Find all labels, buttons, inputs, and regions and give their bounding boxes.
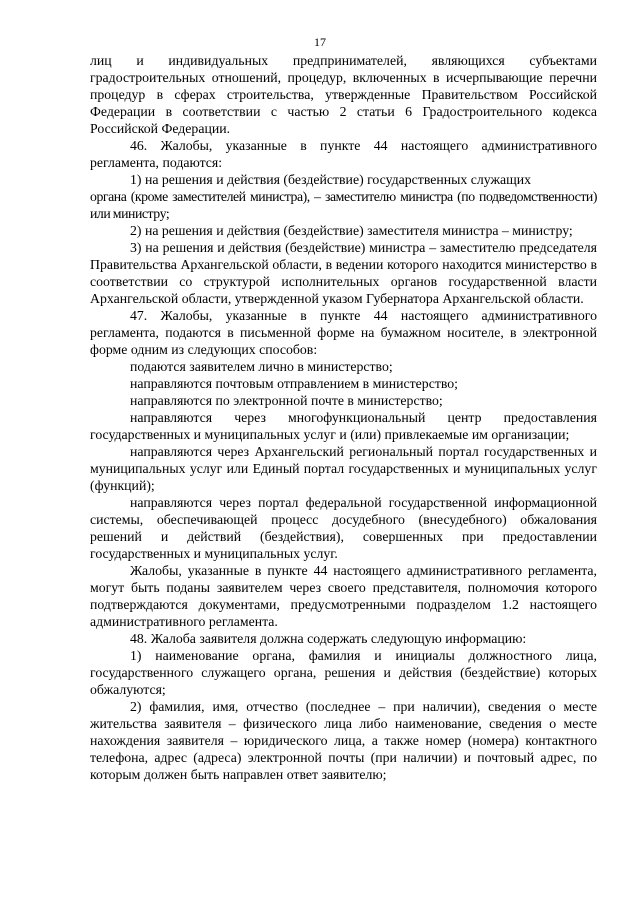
paragraph-46: 46. Жалобы, указанные в пункте 44 настоящего административного регламента, подаются: bbox=[90, 138, 597, 170]
paragraph-47-method-4: направляются через многофункциональный центр предоставления государственных и муниципальных услуг и (или) привлекаемые им организации; bbox=[90, 410, 597, 442]
paragraph-46-item-2: 2) на решения и действия (бездействие) заместителя министра – министру; bbox=[130, 223, 573, 238]
document-body bbox=[90, 52, 597, 783]
paragraph-46-item-3: 3) на решения и действия (бездействие) министра – заместителю председателя Правительства Архангельской области, в ведении которого находится министерство в соответствии со структурой исполнительных органов государственной власти Архангельской области, утвержденной указом Губернатора Архангельской области. bbox=[90, 240, 597, 306]
paragraph-46-item-1-continuation: органа (кроме заместителей министра), – заместителю министра (по подведомственности) или министру; bbox=[90, 189, 597, 221]
paragraph-47-method-2: направляются почтовым отправлением в министерство; bbox=[130, 376, 458, 391]
paragraph-47-representative: Жалобы, указанные в пункте 44 настоящего административного регламента, могут быть поданы заявителем через своего представителя, полномочия которого подтверждаются документами, предусмотренными подразделом 1.2 настоящего административного регламента. bbox=[90, 563, 597, 629]
paragraph-46-item-1: 1) на решения и действия (бездействие) государственных служащих bbox=[130, 172, 532, 187]
paragraph-47-method-6: направляются через портал федеральной государственной информационной системы, обеспечивающей процесс досудебного (внесудебного) обжалования решений и действий (бездействия), совершенных при предоставлении государственных и муниципальных услуг. bbox=[90, 495, 597, 561]
paragraph-47-method-1: подаются заявителем лично в министерство; bbox=[130, 359, 393, 374]
paragraph-48-item-2: 2) фамилия, имя, отчество (последнее – при наличии), сведения о месте жительства заявителя – физического лица либо наименование, сведения о месте нахождения заявителя – юридического лица, а также номер (номера) контактного телефона, адрес (адреса) электронной почты (при наличии) и почтовый адрес, по которым должен быть направлен ответ заявителю; bbox=[90, 699, 597, 782]
paragraph-47: 47. Жалобы, указанные в пункте 44 настоящего административного регламента, подаются в письменной форме на бумажном носителе, в электронной форме одним из следующих способов: bbox=[90, 308, 597, 357]
paragraph-48: 48. Жалоба заявителя должна содержать следующую информацию: bbox=[130, 631, 527, 646]
paragraph-48-item-1: 1) наименование органа, фамилия и инициалы должностного лица, государственного служащего органа, решения и действия (бездействие) которых обжалуются; bbox=[90, 648, 597, 697]
paragraph-47-method-5: направляются через Архангельский региональный портал государственных и муниципальных услуг или Единый портал государственных и муниципальных услуг (функций); bbox=[90, 444, 597, 493]
paragraph-continuation: лиц и индивидуальных предпринимателей, являющихся субъектами градостроительных отношений, процедур, включенных в исчерпывающие перечни процедур в сферах строительства, утвержденные Правительством Российской Федерации в соответствии с частью 2 статьи 6 Градостроительного кодекса Российской Федерации. bbox=[90, 53, 597, 136]
page-number: 17 bbox=[314, 35, 326, 49]
paragraph-47-method-3: направляются по электронной почте в министерство; bbox=[130, 393, 443, 408]
